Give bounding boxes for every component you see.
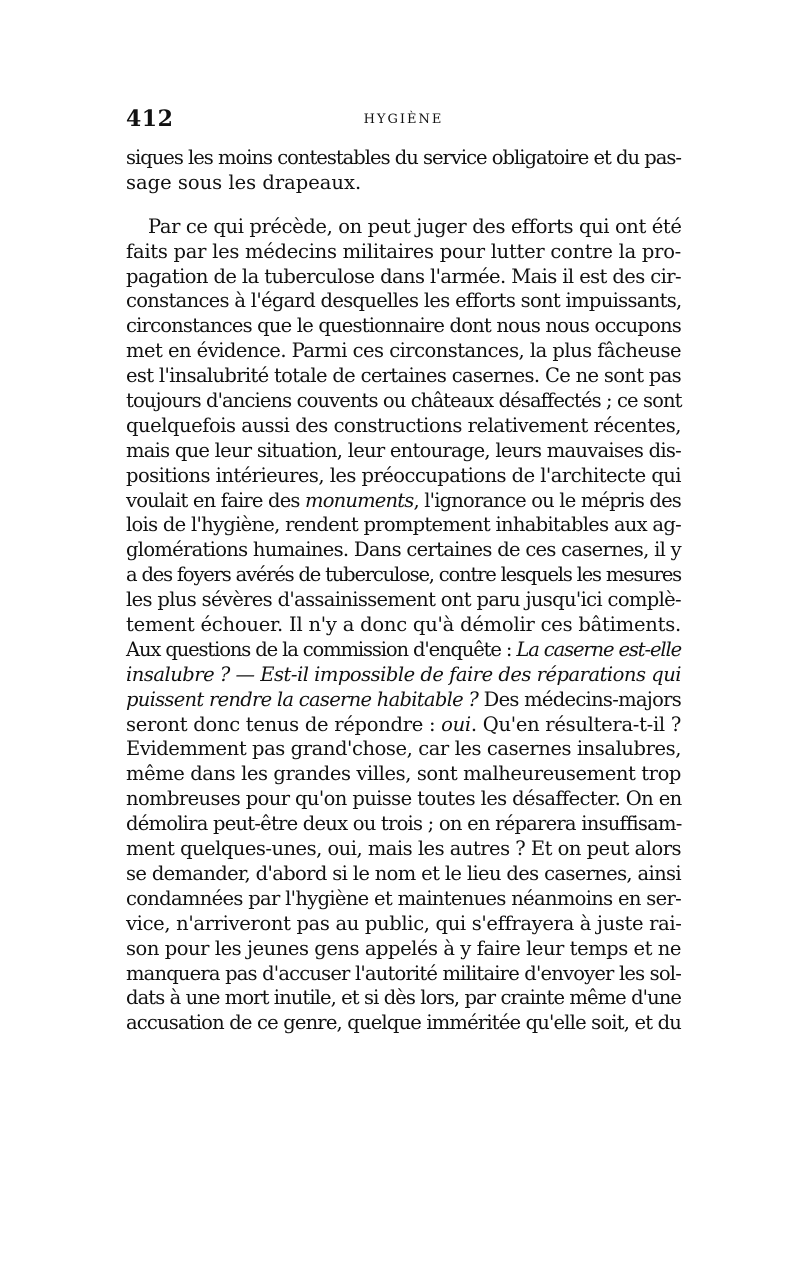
text-line <box>126 688 681 713</box>
text-line: constances à l'égard desquelles les efforts sont impuissants, <box>126 289 682 313</box>
text-line: condamnées par l'hygiène et maintenues néanmoins en ser- <box>126 886 681 910</box>
paragraph <box>126 146 681 196</box>
page-header <box>126 106 681 142</box>
text-line: a des foyers avérés de tuberculose, contre lesquels les mesures <box>126 563 681 587</box>
paragraph-break <box>126 196 681 215</box>
text-line: Par ce qui précède, on peut juger des efforts qui ont été <box>148 214 682 238</box>
text-line <box>126 713 681 738</box>
text-segment: . Qu'en résultera-t-il ? <box>470 712 682 736</box>
text-segment: , l'ignorance ou le mépris des <box>413 488 681 512</box>
text-line: est l'insalubrité totale de certaines casernes. Ce ne sont pas <box>126 364 682 388</box>
text-line <box>126 638 681 663</box>
text-line: positions intérieures, les préoccupations de l'architecte qui <box>126 463 681 487</box>
text-line: tement échouer. Il n'y a donc qu'à démolir ces bâtiments. <box>126 613 682 637</box>
text-line: même dans les grandes villes, sont malheureusement trop <box>126 762 681 786</box>
paragraph <box>126 215 681 1036</box>
italic-text: insalubre ? — Est-il impossible de faire des réparations qui <box>126 662 682 686</box>
text-line: circonstances que le questionnaire dont nous nous occupons <box>126 314 682 338</box>
text-line: quelquefois aussi des constructions relativement récentes, <box>126 413 681 437</box>
text-line: dats à une mort inutile, et si dès lors, par crainte même d'une <box>126 986 682 1010</box>
text-line: vice, n'arriveront pas au public, qui s'effrayera à juste rai- <box>126 911 682 935</box>
italic-text: La caserne est-elle <box>516 637 681 661</box>
text-line: mais que leur situation, leur entourage, leurs mauvaises dis- <box>126 438 681 462</box>
text-line: se demander, d'abord si le nom et le lieu des casernes, ainsi <box>126 861 681 885</box>
italic-text: monuments <box>305 488 414 512</box>
text-segment: seront donc tenus de répondre : <box>126 712 442 736</box>
text-line <box>126 489 681 514</box>
text-line: démolira peut-être deux ou trois ; on en réparera insuffisam- <box>126 812 682 836</box>
text-line: glomérations humaines. Dans certaines de ces casernes, il y <box>126 538 681 562</box>
text-line: sage sous les drapeaux. <box>126 170 362 194</box>
text-line <box>126 663 681 688</box>
page-number: 412 <box>126 106 174 132</box>
text-line: met en évidence. Parmi ces circonstances, la plus fâcheuse <box>126 339 681 363</box>
text-line: ment quelques-unes, oui, mais les autres ? Et on peut alors <box>126 837 682 861</box>
running-title: HYGIÈNE <box>363 112 444 127</box>
text-segment: Des médecins-majors <box>478 687 681 711</box>
text-line: faits par les médecins militaires pour lutter contre la pro- <box>126 239 681 263</box>
text-line: pagation de la tuberculose dans l'armée. Mais il est des cir- <box>126 264 681 288</box>
italic-text: oui <box>441 712 471 736</box>
text-line: toujours d'anciens couvents ou châteaux désaffectés ; ce sont <box>126 389 682 413</box>
text-line: son pour les jeunes gens appelés à y faire leur temps et ne <box>126 936 681 960</box>
italic-text: puissent rendre la caserne habitable ? <box>126 687 479 711</box>
text-line: Evidemment pas grand'chose, car les casernes insalubres, <box>126 737 682 761</box>
text-line: lois de l'hygiène, rendent promptement inhabitables aux ag- <box>126 513 681 537</box>
body-text <box>126 146 681 1036</box>
text-segment: voulait en faire des <box>126 488 306 512</box>
text-line: nombreuses pour qu'on puisse toutes les désaffecter. On en <box>126 787 682 811</box>
text-segment: Aux questions de la commission d'enquête : <box>126 637 517 661</box>
text-line: siques les moins contestables du service obligatoire et du pas- <box>126 146 681 169</box>
text-line: accusation de ce genre, quelque imméritée qu'elle soit, et du <box>126 1011 682 1035</box>
text-line: manquera pas d'accuser l'autorité militaire d'envoyer les sol- <box>126 961 681 985</box>
text-line: les plus sévères d'assainissement ont paru jusqu'ici complè- <box>126 588 681 612</box>
